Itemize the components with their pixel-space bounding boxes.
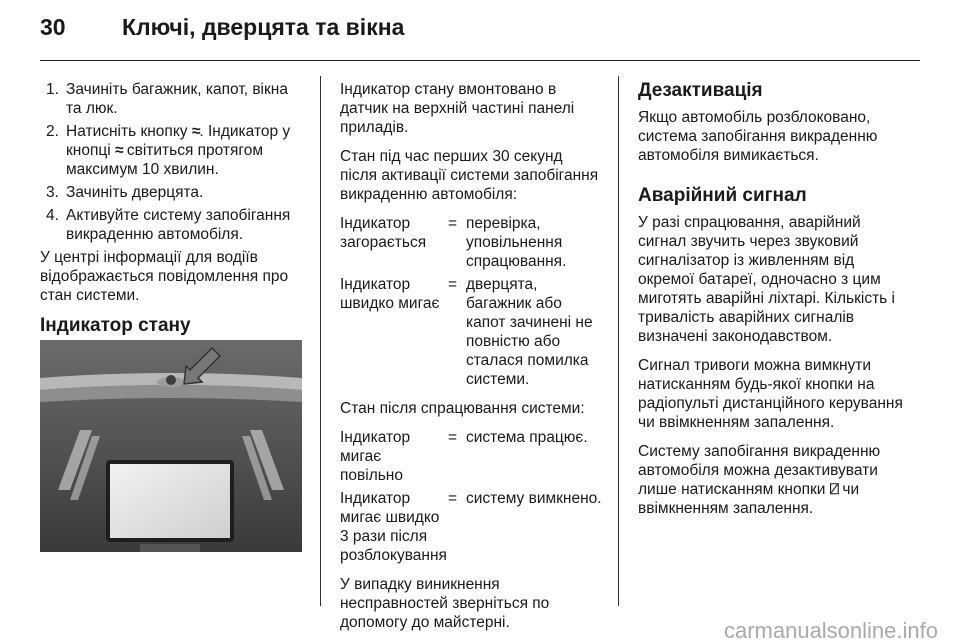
paragraph: Систему запобігання викраденню автомобіля можна дезактивувати лише натисканням кнопки ⍁ чи ввімкненням запалення. [638, 443, 881, 517]
unlock-icon: ⍁ [829, 481, 839, 498]
dashboard-sensor-image [40, 340, 302, 552]
list-item: 4. Активуйте систему запобігання викраденню автомобіля. [46, 207, 291, 243]
paragraph: Сигнал тривоги можна вимкнути натисканням будь-якої кнопки на радіопульті дистанційного керування чи ввімкненням запалення. [638, 357, 903, 431]
page-title: Ключі, дверцята та вікна [122, 14, 405, 40]
paragraph: Стан під час перших 30 секунд після активації системи запобігання викраденню автомобіля: [340, 148, 599, 203]
dashboard-illustration [40, 340, 302, 552]
status-row: Індикатор загорається = перевірка, уповільнення спрацювання. [340, 215, 567, 270]
header-divider [40, 60, 920, 61]
lock-button-icon: ≈ [191, 123, 200, 140]
column-2 [340, 80, 602, 642]
paragraph: Індикатор стану вмонтовано в датчик на верхній частині панелі приладів. [340, 81, 575, 136]
paragraph: Якщо автомобіль розблоковано, система запобігання викраденню автомобіля вимикається. [638, 109, 878, 164]
page-header [40, 14, 920, 50]
info-paragraph: У центрі інформації для водіїв відображається повідомлення про стан системи. [40, 249, 289, 304]
steps-list [40, 80, 302, 244]
status-row: Індикатор мигає швидко 3 рази після розблокування = систему вимкнено. [340, 490, 602, 564]
paragraph: У випадку виникнення несправностей зверніться по допомогу до майстерні. [340, 576, 550, 631]
section-heading-alarm: Аварійний сигнал [638, 185, 807, 206]
section-heading-status-indicator: Індикатор стану [40, 315, 191, 336]
page-number: 30 [40, 14, 66, 40]
watermark: carmanualsonline.info [723, 618, 938, 643]
lock-button-icon: ≈ [115, 142, 123, 159]
list-item: 1. Зачиніть багажник, капот, вікна та люк. [46, 81, 288, 117]
status-row: Індикатор швидко мигає = дверцята, багажник або капот зачинені не повністю або сталася помилка системи. [340, 276, 593, 388]
status-row: Індикатор мигає повільно = система працює. [340, 429, 588, 484]
list-item: 2. Натисніть кнопку ≈. Індикатор у кнопці ≈ світиться протягом максимум 10 хвилин. [46, 123, 291, 178]
paragraph: Стан після спрацювання системи: [340, 400, 585, 417]
column-3 [638, 80, 910, 528]
paragraph: У разі спрацювання, аварійний сигнал звучить через звуковий сигналізатор із живленням від окремої батареї, одночасно з цим миготять аварійні ліхтарі. Кількість і тривалість аварійних сигналів визначені законодавством. [638, 214, 895, 345]
list-item: 3. Зачиніть дверцята. [46, 184, 204, 201]
column-1 [40, 80, 302, 343]
section-heading-deactivation: Дезактивація [638, 80, 763, 101]
column-divider [320, 76, 321, 606]
column-divider [618, 76, 619, 606]
